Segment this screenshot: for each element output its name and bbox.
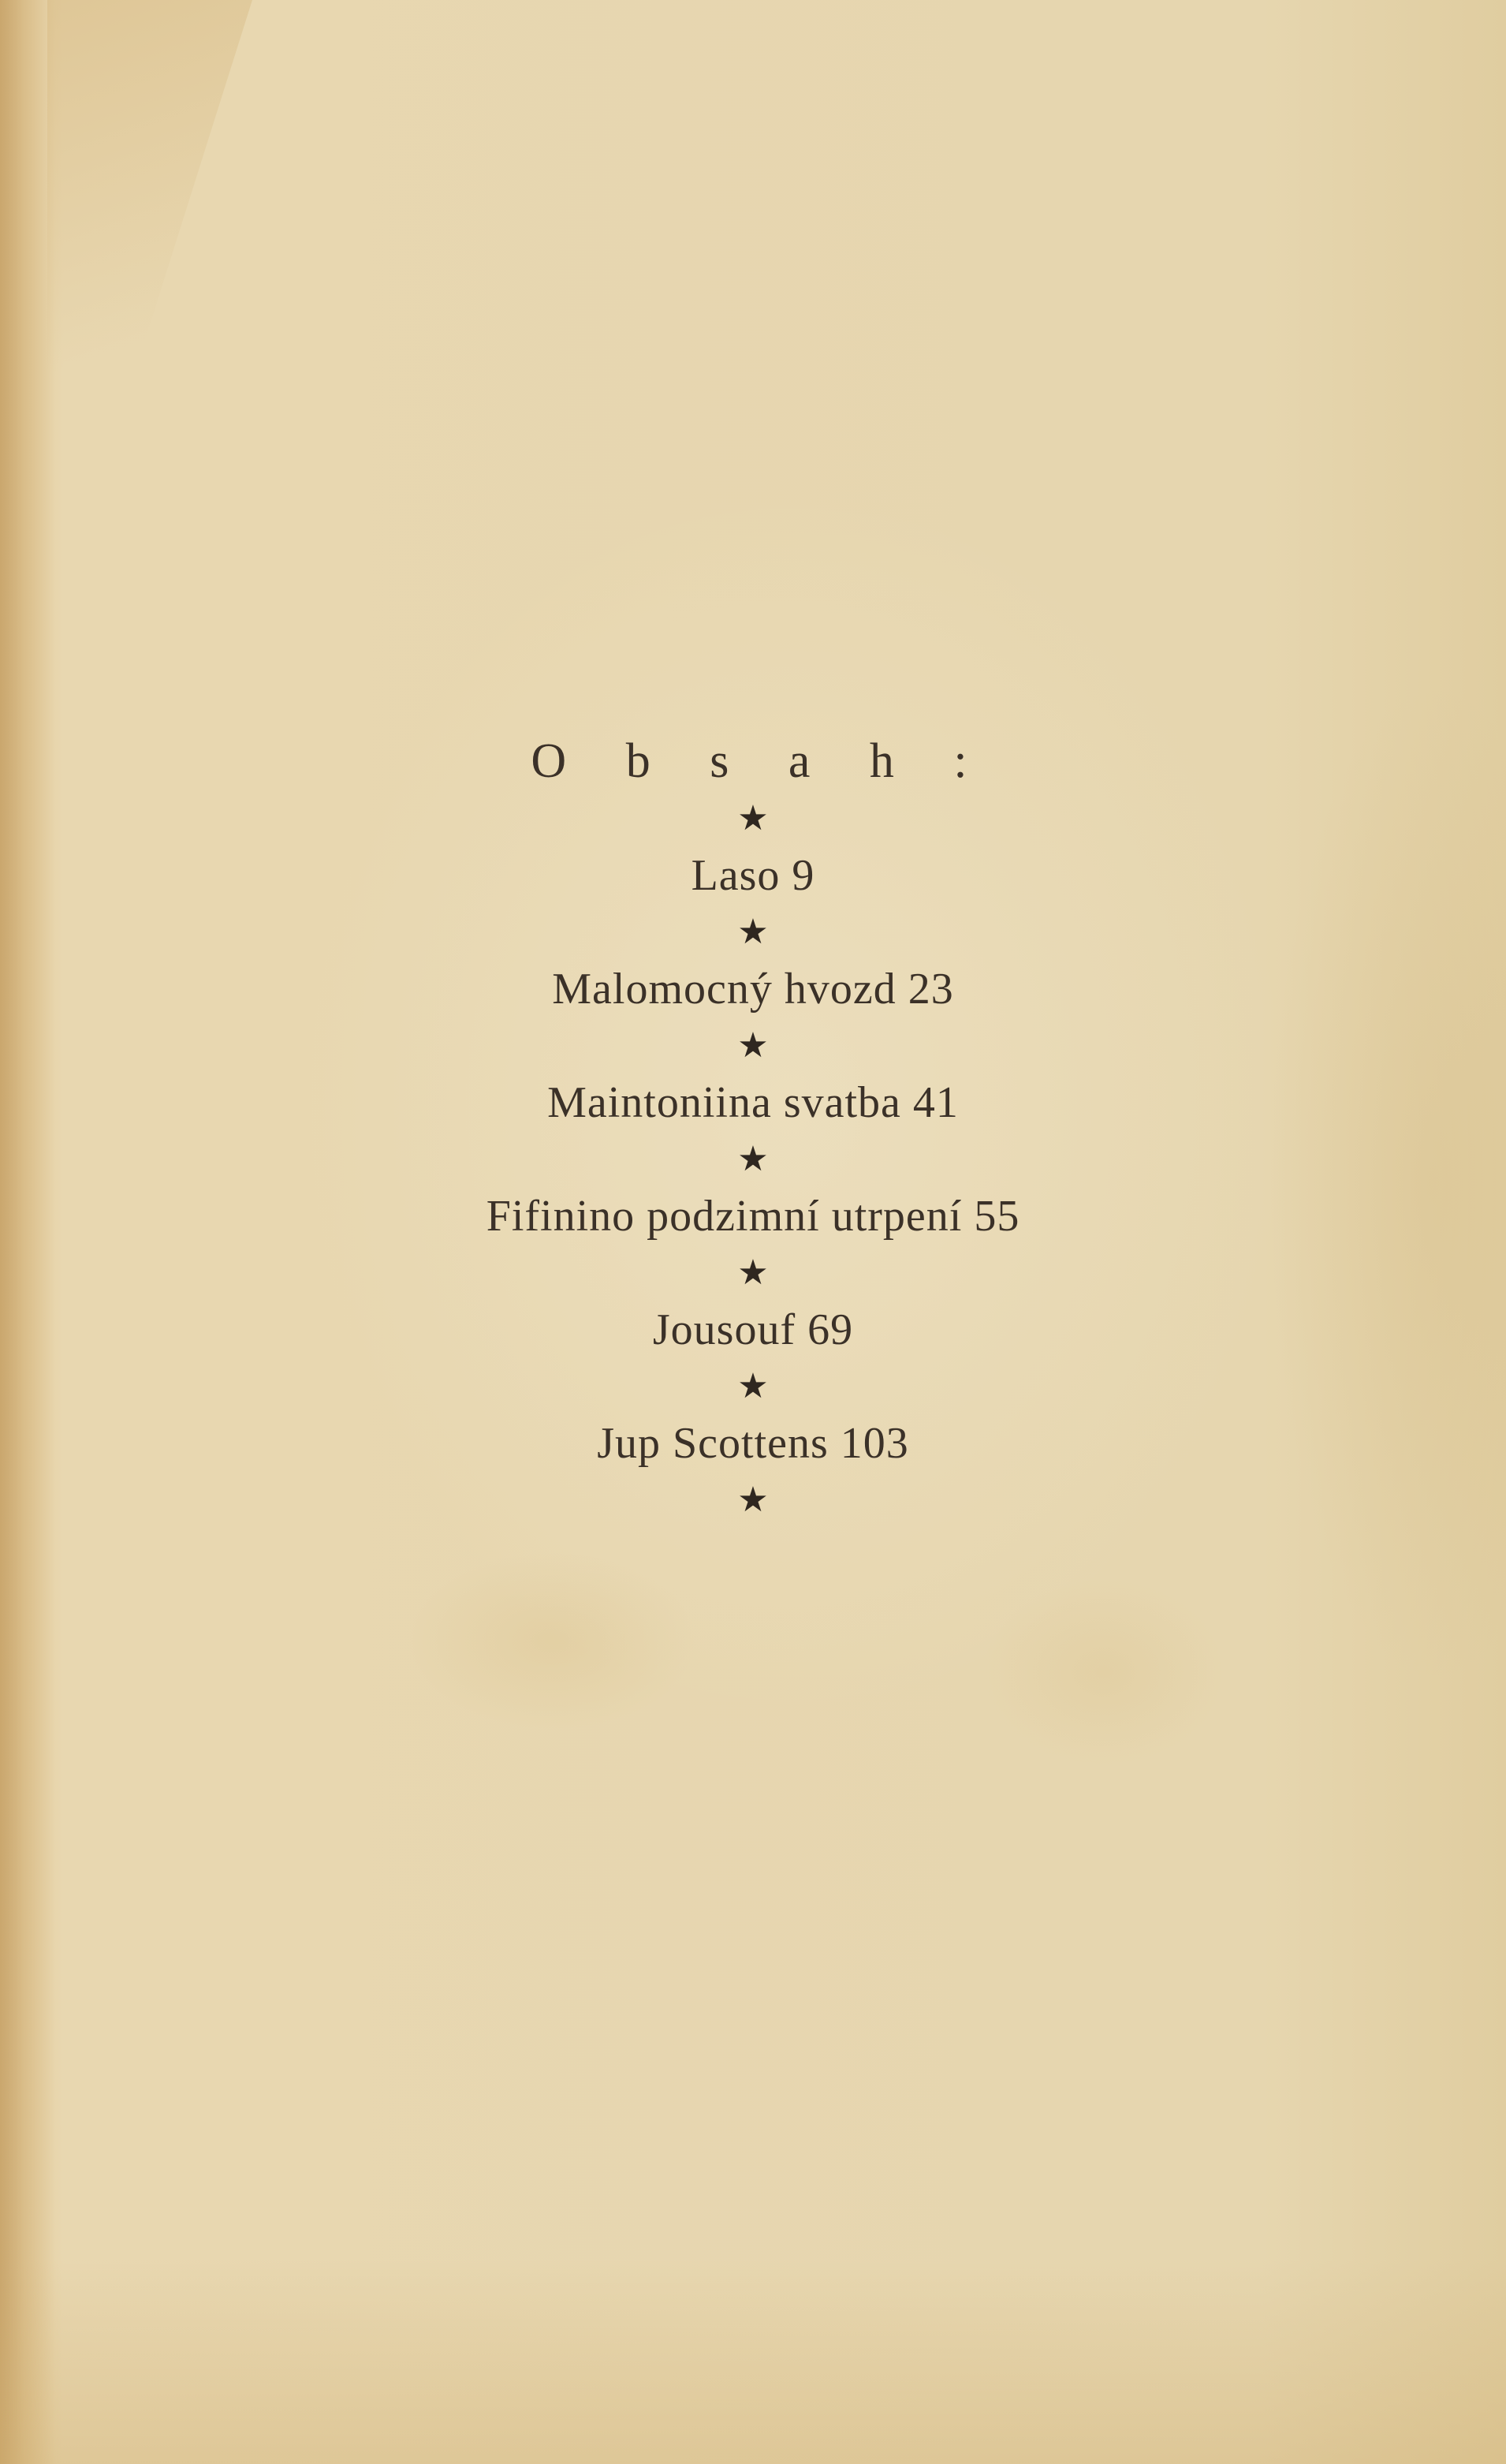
toc-entry	[0, 1182, 1506, 1251]
page-stain	[47, 0, 252, 552]
star-icon: ★	[737, 912, 769, 952]
table-of-contents	[0, 726, 1506, 1522]
toc-entry-page: 55	[974, 1192, 1020, 1241]
toc-entry	[0, 954, 1506, 1024]
toc-entry-title: Malomocný hvozd	[552, 965, 897, 1014]
toc-entry	[0, 1295, 1506, 1365]
toc-entry-page: 9	[792, 851, 815, 900]
toc-entry-title: Fifinino podzimní utrpení	[486, 1192, 963, 1241]
toc-entry	[0, 1068, 1506, 1137]
toc-entry-page: 69	[807, 1305, 854, 1354]
toc-entry	[0, 1409, 1506, 1478]
toc-entry-title: Maintoniina svatba	[547, 1078, 901, 1127]
toc-entry-title: Jousouf	[652, 1305, 796, 1354]
star-icon: ★	[737, 1139, 769, 1179]
star-icon: ★	[737, 1366, 769, 1406]
page-edge-shade	[0, 2259, 1506, 2464]
star-icon: ★	[737, 1253, 769, 1293]
star-icon: ★	[737, 1025, 769, 1066]
toc-entry	[0, 841, 1506, 910]
toc-entry-page: 103	[840, 1419, 909, 1468]
toc-entry-page: 41	[912, 1078, 959, 1127]
toc-entry-title: Jup Scottens	[597, 1419, 829, 1468]
toc-entry-page: 23	[908, 965, 954, 1014]
star-icon: ★	[737, 1480, 769, 1520]
toc-heading: O b s a h :	[531, 734, 991, 788]
star-icon: ★	[737, 798, 769, 838]
toc-entry-title: Laso	[691, 851, 781, 900]
